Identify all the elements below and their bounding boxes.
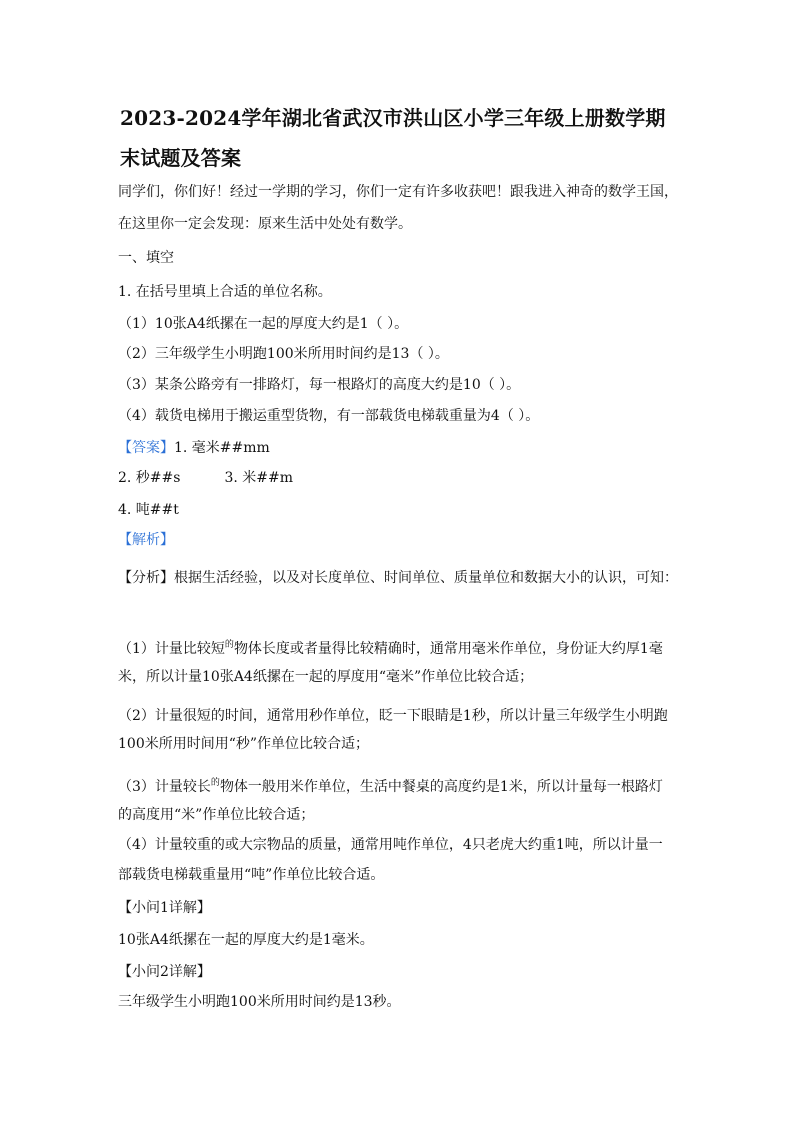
page-title-line-2: 末试题及答案: [120, 146, 242, 170]
intro-line-1: 同学们，你们好！经过一学期的学习，你们一定有许多收获吧！跟我进入神奇的数学王国，: [118, 184, 678, 200]
sub-question-2-tag: 【小问2详解】: [118, 964, 211, 980]
question-1-part-3: （3）某条公路旁有一排路灯，每一根路灯的高度大约是10（ ）。: [118, 377, 521, 393]
answer-4: 4. 吨##t: [118, 502, 179, 518]
fenxi-text: 根据生活经验，以及对长度单位、时间单位、质量单位和数据大小的认识，可知：: [174, 570, 678, 586]
answer-2: 2. 秒##s: [118, 470, 181, 486]
answer-line: [118, 438, 688, 458]
fenxi-tag: 【分析】: [118, 570, 174, 586]
intro-line-2: 在这里你一定会发现：原来生活中处处有数学。: [118, 216, 412, 232]
fenxi-line: [118, 568, 688, 588]
explain-3-line-2: 的高度用“米”作单位比较合适；: [118, 807, 315, 823]
explain-4-line-1: （4）计量较重的或大宗物品的质量，通常用吨作单位，4只老虎大约重1吨，所以计量一: [118, 837, 663, 853]
explain-3-sup: 的: [210, 778, 220, 788]
answer-3: 3. 米##m: [224, 470, 293, 486]
sub-question-1-text: 10张A4纸摞在一起的厚度大约是1毫米。: [118, 932, 374, 948]
explain-2-line-1: （2）计量很短的时间，通常用秒作单位，眨一下眼睛是1秒，所以计量三年级学生小明跑: [118, 708, 668, 724]
explain-1-sup: 的: [224, 640, 234, 650]
question-1-part-1: （1）10张A4纸摞在一起的厚度大约是1（ ）。: [118, 316, 409, 332]
sub-question-1-tag: 【小问1详解】: [118, 900, 211, 916]
question-1: 1. 在括号里填上合适的单位名称。: [118, 284, 332, 300]
explain-1-line-1: [118, 639, 688, 661]
answer-tag: 【答案】: [118, 440, 174, 456]
answer-1: 1. 毫米##mm: [174, 440, 270, 456]
explain-3-part-a: （3）计量较长: [118, 779, 211, 795]
explain-2-line-2: 100米所用时间用“秒”作单位比较合适；: [118, 736, 370, 752]
explain-1-part-a: （1）计量比较短: [118, 641, 225, 657]
answer-line-2: [118, 468, 688, 488]
explain-3-part-b: 物体一般用米作单位，生活中餐桌的高度约是1米，所以计量每一根路灯: [219, 779, 663, 795]
page-title-line-1: 2023-2024学年湖北省武汉市洪山区小学三年级上册数学期: [120, 106, 666, 130]
question-1-part-4: （4）载货电梯用于搬运重型货物，有一部载货电梯载重量为4（ ）。: [118, 408, 540, 424]
explain-3-line-1: [118, 777, 688, 799]
sub-question-2-text: 三年级学生小明跑100米所用时间约是13秒。: [118, 994, 401, 1010]
analysis-tag: 【解析】: [118, 532, 174, 548]
explain-1-line-2: 米，所以计量10张A4纸摞在一起的厚度用“毫米”作单位比较合适；: [118, 669, 534, 685]
section-heading-fill-blank: 一、填空: [118, 250, 174, 266]
question-1-part-2: （2）三年级学生小明跑100米所用时间约是13（ ）。: [118, 346, 449, 362]
explain-4-line-2: 部载货电梯载重量用“吨”作单位比较合适。: [118, 867, 385, 883]
explain-1-part-b: 物体长度或者量得比较精确时，通常用毫米作单位，身份证大约厚1毫: [233, 641, 663, 657]
